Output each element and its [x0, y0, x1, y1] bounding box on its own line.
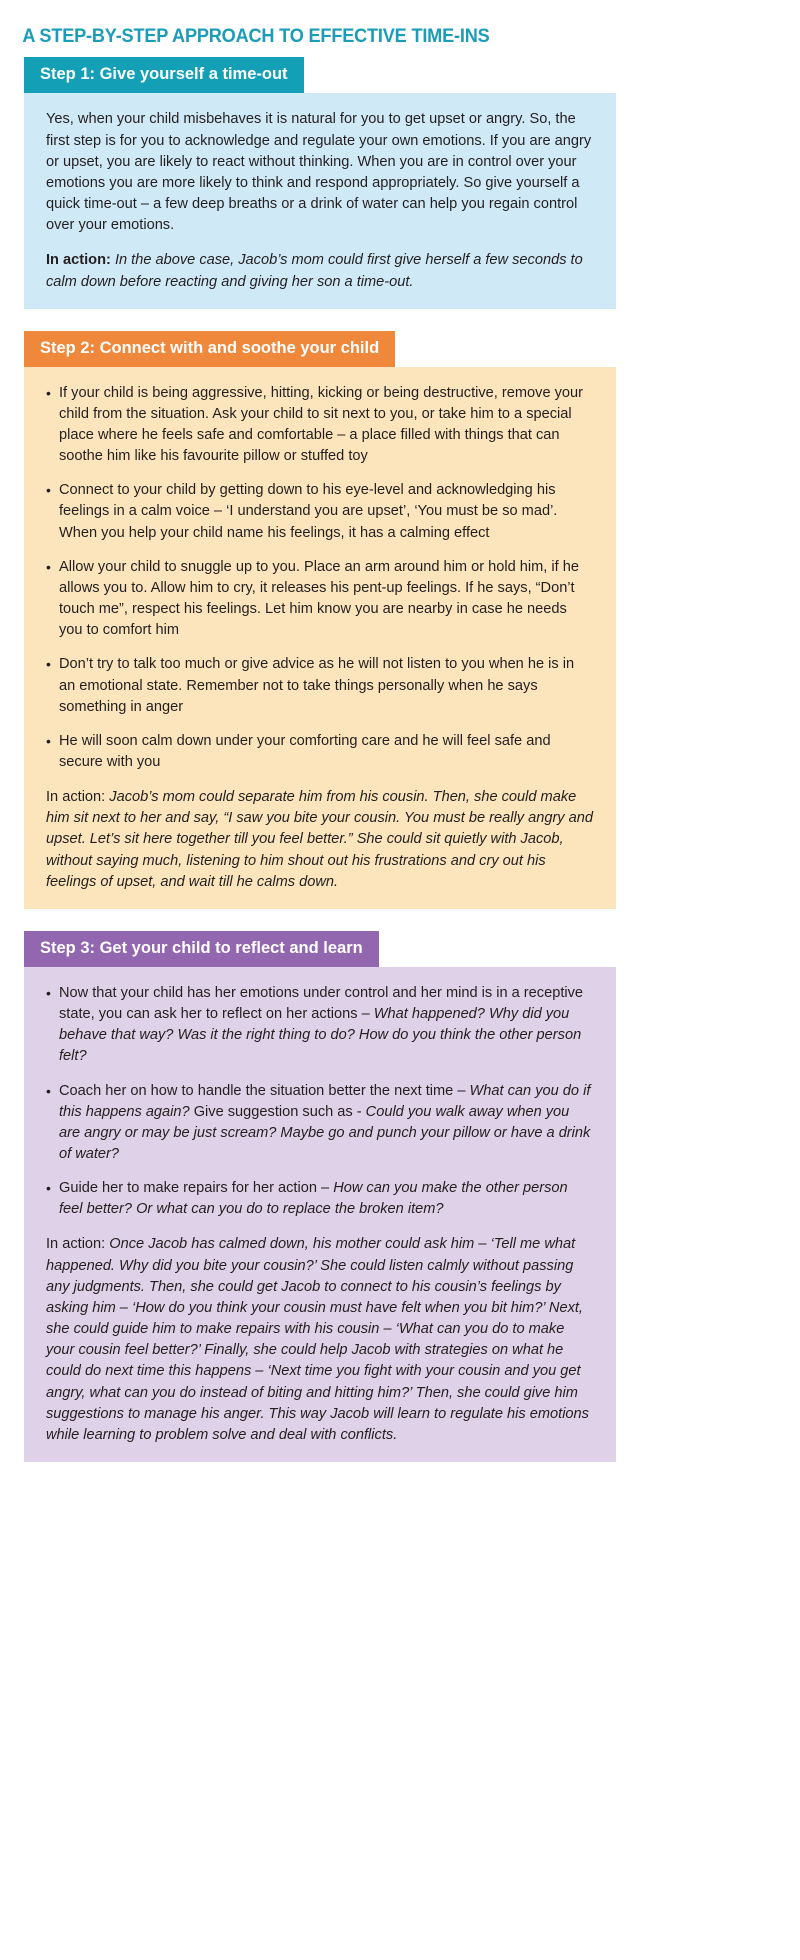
- step-body-3: [24, 967, 616, 1462]
- step-1-in-action-label: In action:: [46, 252, 111, 269]
- step-section-3: [24, 931, 616, 1462]
- step-header-3: Step 3: Get your child to reflect and learn: [24, 931, 379, 967]
- list-item: • Connect to your child by getting down to his eye-level and acknowledging his feelings in a calm voice – ‘I understand you are upset’, ‘You must be so mad’. When you help your child name his feelings, it has a calming effect: [46, 480, 594, 543]
- list-item: • He will soon calm down under your comforting care and he will feel safe and secure with you: [46, 731, 594, 773]
- step-header-row-1: [24, 57, 616, 93]
- page-title: A STEP-BY-STEP APPROACH TO EFFECTIVE TIME-INS: [22, 25, 490, 47]
- step-2-in-action-text: Jacob’s mom could separate him from his cousin. Then, she could make him sit next to her and say, “I saw you bite your cousin. You must be really angry and upset. Let’s sit here together till you feel better.” She could sit quietly with Jacob, without saying much, listening to him shout out his frustrations and cry out his feelings of upset, and wait till he calms down.: [46, 789, 594, 890]
- step-2-in-action: [46, 787, 594, 893]
- step-1-in-action-text: In the above case, Jacob’s mom could first give herself a few seconds to calm down before reacting and giving her son a time-out.: [46, 252, 583, 290]
- list-item: • Now that your child has her emotions under control and her mind is in a receptive state, you can ask her to reflect on her actions – What happened? Why did you behave that way? Was it the right thing to do? How do you think the other person felt?: [46, 983, 594, 1068]
- step-3-bullet-list: [46, 983, 594, 1221]
- spacer-1-2: [0, 309, 640, 331]
- step-3-in-action-text: Once Jacob has calmed down, his mother could ask him – ‘Tell me what happened. Why did you bite your cousin?’ She could listen calmly without passing any judgments. Then, she could get Jacob to connect to his cousin’s feelings by asking him – ‘How do you think your cousin must have felt when you bit him?’ Next, she could guide him to make repairs with his cousin – ‘What can you do to make your cousin feel better?’ Finally, she could help Jacob with strategies on what he could do next time this happens – ‘Next time you fight with your cousin and you get angry, what can you do instead of biting and hitting him?’ Then, she could give him suggestions to manage his anger. This way Jacob will learn to regulate his emotions while learning to problem solve and deal with conflicts.: [46, 1236, 589, 1443]
- step-2-in-action-label: In action:: [46, 789, 106, 806]
- step-header-row-2: [24, 331, 616, 367]
- list-item: • If your child is being aggressive, hitting, kicking or being destructive, remove your child from the situation. Ask your child to sit next to you, or take him to a special place where he feels safe and comfortable – a place filled with things that can soothe him like his favourite pillow or stuffed toy: [46, 383, 594, 468]
- step-header-1: Step 1: Give yourself a time-out: [24, 57, 304, 93]
- step-body-1: [24, 93, 616, 308]
- step-1-in-action: [46, 250, 594, 292]
- list-item: • Coach her on how to handle the situation better the next time – What can you do if this happens again? Give suggestion such as - Could you walk away when you are angry or may be just scream? Maybe go and punch your pillow or have a drink of water?: [46, 1081, 594, 1166]
- step-body-2: [24, 367, 616, 909]
- step-1-paragraph: Yes, when your child misbehaves it is natural for you to get upset or angry. So, the first step is for you to acknowledge and regulate your own emotions. If you are angry or upset, you are likely to react without thinking. When you are in control over your emotions you are more likely to think and respond appropriately. So give yourself a quick time-out – a few deep breaths or a drink of water can help you regain control over your emotions.: [46, 111, 592, 234]
- step-header-2: Step 2: Connect with and soothe your child: [24, 331, 395, 367]
- step-3-in-action: [46, 1234, 594, 1446]
- list-item: • Allow your child to snuggle up to you. Place an arm around him or hold him, if he allows you to. Allow him to cry, it releases his pent-up feelings. If he says, “Don’t touch me”, respect his feelings. Let him know you are nearby in case he needs you to comfort him: [46, 557, 594, 642]
- spacer-2-3: [0, 909, 640, 931]
- bottom-spacer: [0, 1462, 640, 1488]
- list-item: • Guide her to make repairs for her action – How can you make the other person feel better? Or what can you do to replace the broken item?: [46, 1178, 594, 1220]
- step-section-2: [24, 331, 616, 909]
- step-header-row-3: [24, 931, 616, 967]
- step-3-in-action-label: In action:: [46, 1236, 106, 1253]
- list-item: • Don’t try to talk too much or give advice as he will not listen to you when he is in an emotional state. Remember not to take things personally when he says something in anger: [46, 654, 594, 717]
- step-2-bullet-list: [46, 383, 594, 774]
- step-section-1: [24, 57, 616, 308]
